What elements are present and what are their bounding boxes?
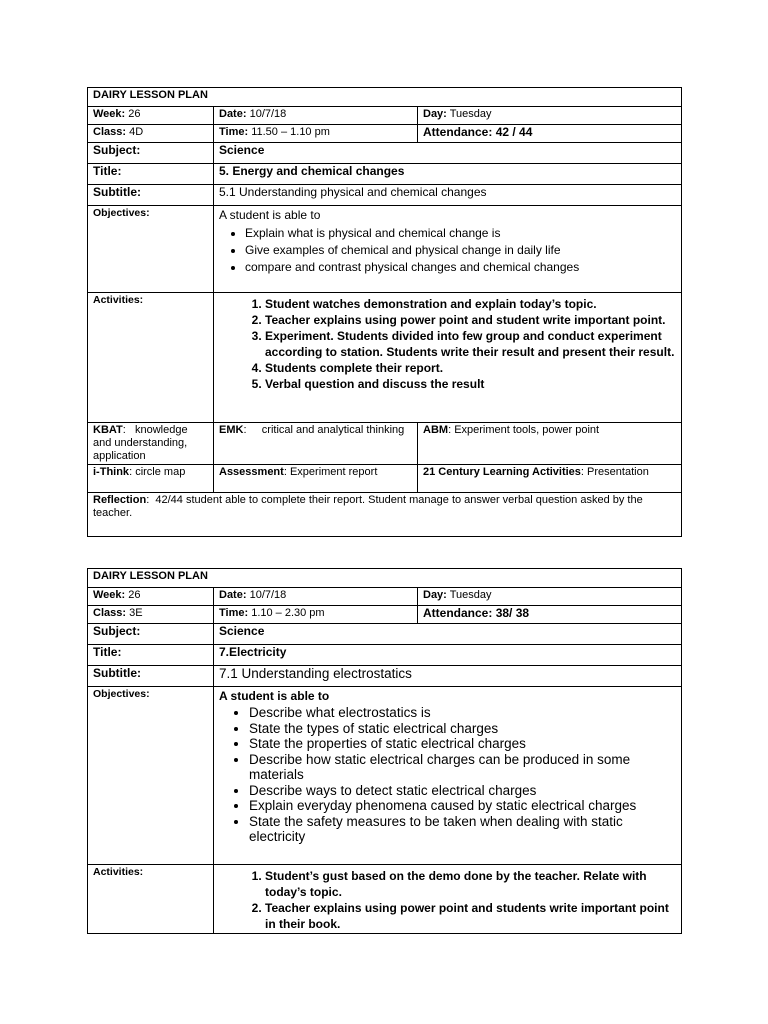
objective-item: • Give examples of chemical and physical change in daily life	[245, 243, 676, 257]
reflection-cell: Reflection: 42/44 student able to complete their report. Student manage to answer verbal question asked by the teacher.	[88, 493, 682, 537]
emk-value: critical and analytical thinking	[261, 424, 405, 436]
activities-label: Activities:	[88, 865, 214, 934]
activities-cell	[214, 293, 682, 423]
time-value: 1.10 – 2.30 pm	[251, 607, 325, 619]
week-value: 26	[128, 589, 141, 601]
week-cell: Week: 26	[88, 107, 214, 125]
class-cell: Class: 4D	[88, 125, 214, 143]
title-value: 5. Energy and chemical changes	[214, 164, 682, 185]
lesson-plan-table-1	[87, 87, 682, 537]
attendance-cell: Attendance: 42 / 44	[418, 125, 682, 143]
subtitle-label: Subtitle:	[88, 666, 214, 687]
objectives-list	[219, 226, 676, 274]
activities-cell	[214, 865, 682, 934]
plan-heading: DAIRY LESSON PLAN	[88, 88, 682, 107]
subtitle-label: Subtitle:	[88, 185, 214, 206]
abm-cell: ABM: Experiment tools, power point	[418, 423, 682, 465]
attendance-value: 42 / 44	[495, 125, 533, 139]
week-value: 26	[128, 108, 141, 120]
objective-item: • State the safety measures to be taken when dealing with static electricity	[249, 814, 676, 845]
subtitle-value: 7.1 Understanding electrostatics	[214, 666, 682, 687]
activity-item: 4. Students complete their report.	[265, 360, 676, 376]
subtitle-value: 5.1 Understanding physical and chemical changes	[214, 185, 682, 206]
objectives-intro: A student is able to	[219, 208, 321, 222]
time-value: 11.50 – 1.10 pm	[251, 126, 330, 138]
class-cell: Class: 3E	[88, 606, 214, 624]
lesson-plan-table-2	[87, 568, 682, 934]
time-cell: Time: 11.50 – 1.10 pm	[214, 125, 418, 143]
objective-item: • compare and contrast physical changes and chemical changes	[245, 260, 676, 274]
time-cell: Time: 1.10 – 2.30 pm	[214, 606, 418, 624]
title-label: Title:	[88, 164, 214, 185]
ithink-cell: i-Think: circle map	[88, 465, 214, 493]
plan-heading: DAIRY LESSON PLAN	[88, 569, 682, 588]
objectives-label: Objectives:	[88, 206, 214, 293]
objective-item: • Describe how static electrical charges can be produced in some materials	[249, 752, 676, 783]
activity-item: 3. Experiment. Students divided into few group and conduct experiment according to station. Students write their result and present their result.	[265, 328, 676, 360]
objectives-label: Objectives:	[88, 687, 214, 865]
objective-item: • Explain what is physical and chemical change is	[245, 226, 676, 240]
attendance-cell: Attendance: 38/ 38	[418, 606, 682, 624]
objectives-cell	[214, 206, 682, 293]
day-value: Tuesday	[449, 108, 492, 120]
activity-item: 5. Verbal question and discuss the result	[265, 376, 676, 392]
objectives-list	[219, 705, 676, 845]
assessment-value: Experiment report	[289, 466, 378, 478]
class-value: 4D	[129, 126, 144, 138]
ithink-value: circle map	[135, 466, 186, 478]
title-value: 7.Electricity	[214, 645, 682, 666]
class-value: 3E	[129, 607, 143, 619]
activities-list	[219, 296, 676, 392]
title-label: Title:	[88, 645, 214, 666]
day-cell: Day: Tuesday	[418, 588, 682, 606]
date-cell: Date: 10/7/18	[214, 588, 418, 606]
activity-item: 1. Student watches demonstration and explain today’s topic.	[265, 296, 676, 312]
objective-item: • Explain everyday phenomena caused by static electrical charges	[249, 798, 676, 814]
date-value: 10/7/18	[249, 108, 287, 120]
day-cell: Day: Tuesday	[418, 107, 682, 125]
activities-list	[219, 868, 676, 932]
activity-item: 1. Student’s gust based on the demo done by the teacher. Relate with today’s topic.	[265, 868, 676, 900]
date-cell: Date: 10/7/18	[214, 107, 418, 125]
assessment-cell: Assessment: Experiment report	[214, 465, 418, 493]
century-learning-cell: 21 Century Learning Activities: Presentation	[418, 465, 682, 493]
objective-item: • Describe what electrostatics is	[249, 705, 676, 721]
subject-value: Science	[214, 143, 682, 164]
objective-item: • State the types of static electrical charges	[249, 721, 676, 737]
attendance-value: 38/ 38	[495, 606, 530, 620]
abm-value: Experiment tools, power point	[454, 424, 600, 436]
activity-item: 2. Teacher explains using power point and student write important point.	[265, 312, 676, 328]
objectives-intro: A student is able to	[219, 689, 330, 703]
reflection-value: 42/44 student able to complete their report. Student manage to answer verbal question asked by the teacher.	[93, 494, 643, 519]
activities-label: Activities:	[88, 293, 214, 423]
kbat-cell: KBAT: knowledge and understanding, application	[88, 423, 214, 465]
date-value: 10/7/18	[249, 589, 287, 601]
day-value: Tuesday	[449, 589, 492, 601]
emk-cell: EMK: critical and analytical thinking	[214, 423, 418, 465]
objective-item: • Describe ways to detect static electrical charges	[249, 783, 676, 799]
subject-value: Science	[214, 624, 682, 645]
subject-label: Subject:	[88, 624, 214, 645]
activity-item: 2. Teacher explains using power point and students write important point in their book.	[265, 900, 676, 932]
subject-label: Subject:	[88, 143, 214, 164]
kbat-value: knowledge and understanding, application	[93, 424, 188, 462]
objectives-cell	[214, 687, 682, 865]
century-learning-value: Presentation	[587, 466, 649, 478]
objective-item: • State the properties of static electrical charges	[249, 736, 676, 752]
week-cell: Week: 26	[88, 588, 214, 606]
